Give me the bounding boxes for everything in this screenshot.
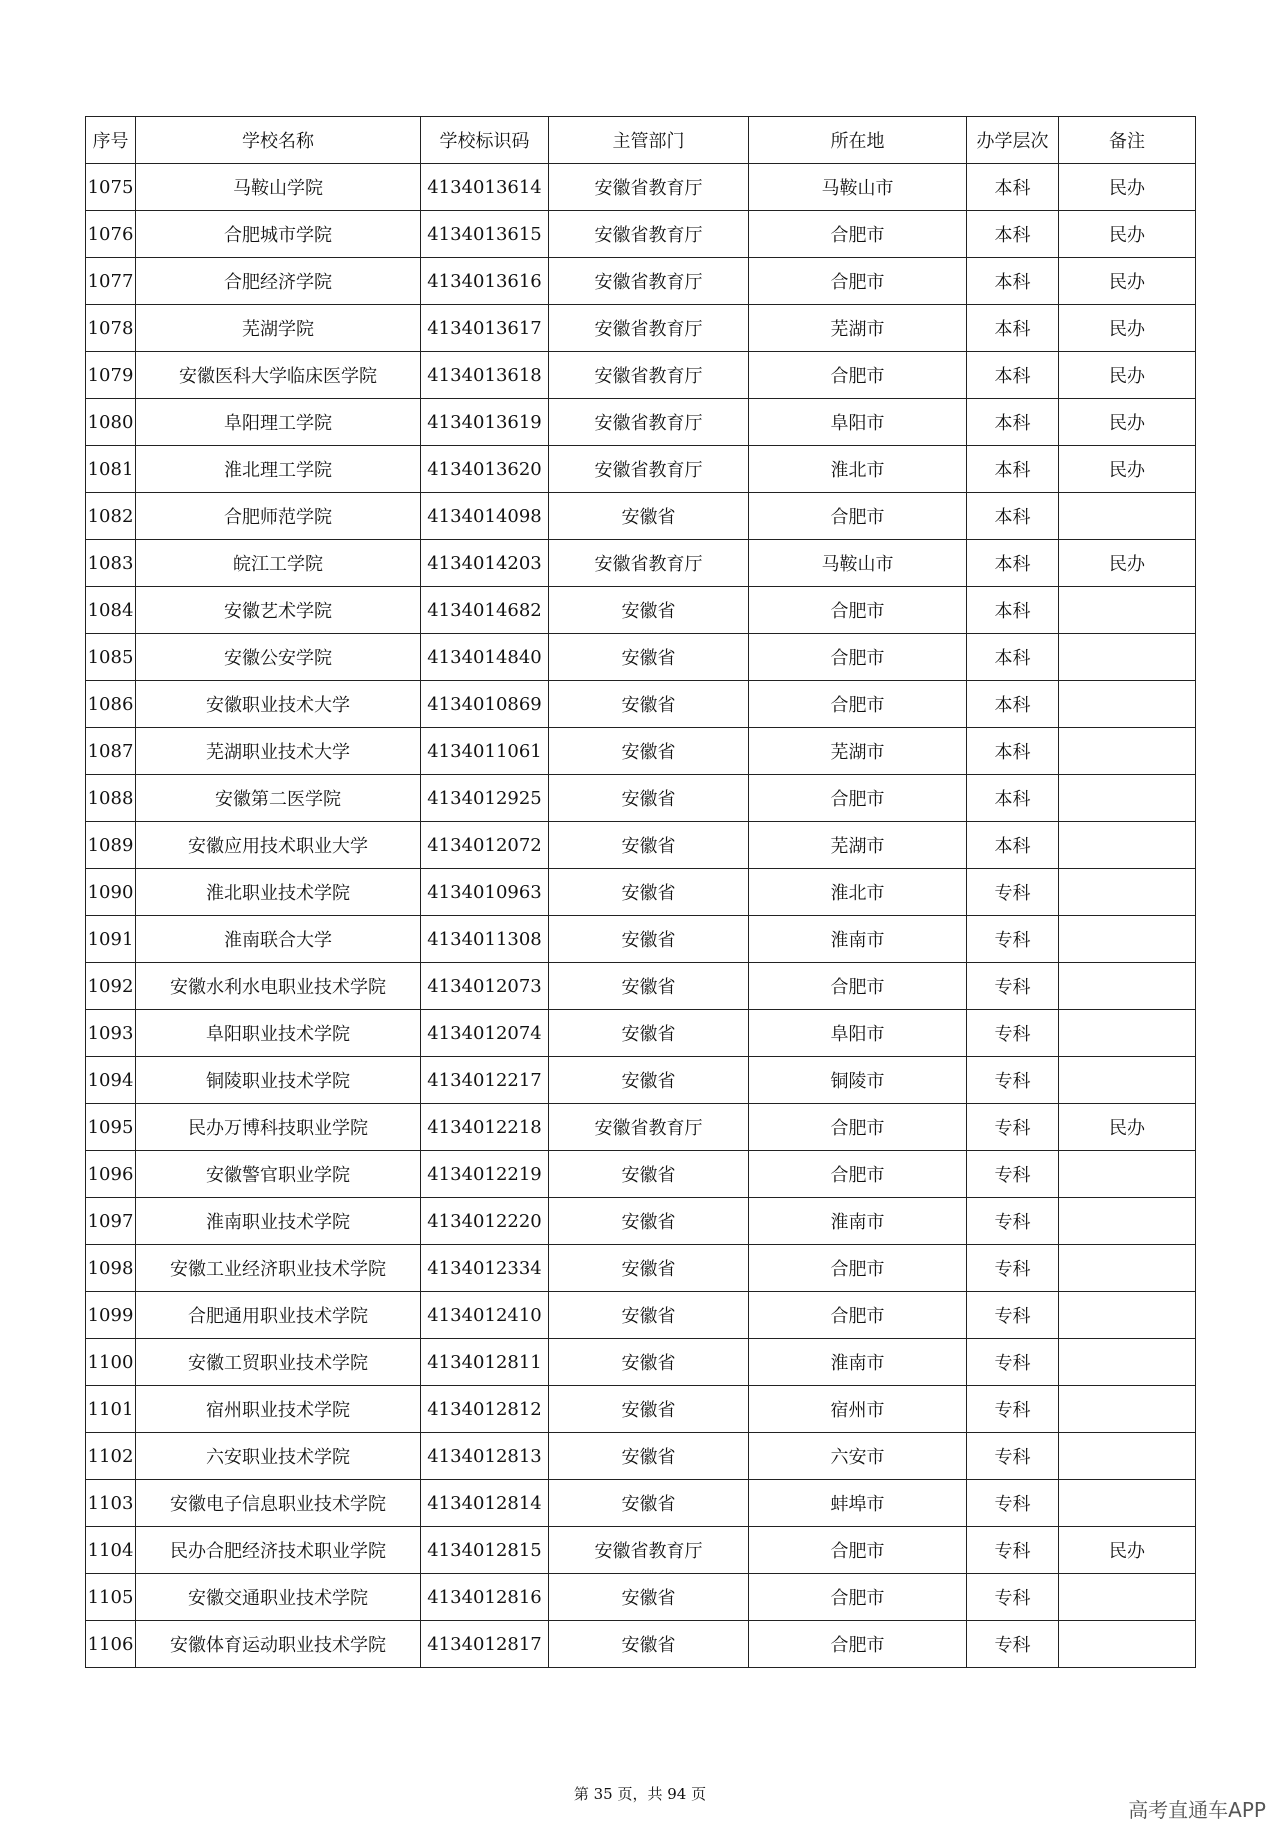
col-school-code-cell: 4134012813 bbox=[421, 1433, 549, 1480]
col-department-cell: 安徽省 bbox=[549, 1057, 749, 1104]
col-index-cell: 1106 bbox=[86, 1621, 136, 1668]
col-level-cell: 专科 bbox=[967, 1386, 1059, 1433]
col-level-cell: 专科 bbox=[967, 1292, 1059, 1339]
col-school-code-cell: 4134012812 bbox=[421, 1386, 549, 1433]
col-school-name-cell: 安徽工业经济职业技术学院 bbox=[136, 1245, 421, 1292]
col-remark-cell bbox=[1059, 869, 1196, 916]
col-school-name-cell: 安徽电子信息职业技术学院 bbox=[136, 1480, 421, 1527]
col-department-cell: 安徽省 bbox=[549, 1621, 749, 1668]
col-school-code-cell: 4134013618 bbox=[421, 352, 549, 399]
col-level-cell: 专科 bbox=[967, 1104, 1059, 1151]
col-department-cell: 安徽省教育厅 bbox=[549, 258, 749, 305]
col-index-cell: 1077 bbox=[86, 258, 136, 305]
col-location-cell: 淮北市 bbox=[749, 869, 967, 916]
col-remark-cell bbox=[1059, 1292, 1196, 1339]
col-school-code-cell: 4134010869 bbox=[421, 681, 549, 728]
col-location-cell: 合肥市 bbox=[749, 1574, 967, 1621]
col-level-cell: 专科 bbox=[967, 1151, 1059, 1198]
col-location-cell: 淮南市 bbox=[749, 916, 967, 963]
col-remark-cell: 民办 bbox=[1059, 305, 1196, 352]
col-level-cell: 本科 bbox=[967, 258, 1059, 305]
col-index-cell: 1080 bbox=[86, 399, 136, 446]
table-row bbox=[86, 211, 1196, 258]
col-index-cell: 1076 bbox=[86, 211, 136, 258]
col-school-code-cell: 4134012220 bbox=[421, 1198, 549, 1245]
col-school-name-cell: 安徽艺术学院 bbox=[136, 587, 421, 634]
col-level-cell: 本科 bbox=[967, 164, 1059, 211]
col-location-cell: 合肥市 bbox=[749, 1245, 967, 1292]
col-department-cell: 安徽省 bbox=[549, 822, 749, 869]
school-list-table bbox=[85, 116, 1196, 1668]
col-index-cell: 1078 bbox=[86, 305, 136, 352]
col-level-cell: 专科 bbox=[967, 1245, 1059, 1292]
header-col-level: 办学层次 bbox=[967, 117, 1059, 164]
header-row bbox=[86, 117, 1196, 164]
col-school-name-cell: 民办万博科技职业学院 bbox=[136, 1104, 421, 1151]
table-row bbox=[86, 1433, 1196, 1480]
col-department-cell: 安徽省 bbox=[549, 1386, 749, 1433]
col-department-cell: 安徽省教育厅 bbox=[549, 1527, 749, 1574]
col-remark-cell bbox=[1059, 728, 1196, 775]
col-location-cell: 阜阳市 bbox=[749, 1010, 967, 1057]
col-school-code-cell: 4134012811 bbox=[421, 1339, 549, 1386]
col-index-cell: 1085 bbox=[86, 634, 136, 681]
col-location-cell: 阜阳市 bbox=[749, 399, 967, 446]
col-school-code-cell: 4134012074 bbox=[421, 1010, 549, 1057]
col-school-code-cell: 4134012817 bbox=[421, 1621, 549, 1668]
col-level-cell: 本科 bbox=[967, 399, 1059, 446]
col-school-name-cell: 合肥师范学院 bbox=[136, 493, 421, 540]
col-school-code-cell: 4134013616 bbox=[421, 258, 549, 305]
col-location-cell: 芜湖市 bbox=[749, 728, 967, 775]
col-level-cell: 本科 bbox=[967, 305, 1059, 352]
col-department-cell: 安徽省 bbox=[549, 728, 749, 775]
table-row bbox=[86, 822, 1196, 869]
col-index-cell: 1081 bbox=[86, 446, 136, 493]
col-index-cell: 1090 bbox=[86, 869, 136, 916]
col-level-cell: 专科 bbox=[967, 869, 1059, 916]
col-school-name-cell: 宿州职业技术学院 bbox=[136, 1386, 421, 1433]
col-remark-cell: 民办 bbox=[1059, 399, 1196, 446]
col-school-name-cell: 皖江工学院 bbox=[136, 540, 421, 587]
col-level-cell: 本科 bbox=[967, 493, 1059, 540]
col-school-code-cell: 4134012816 bbox=[421, 1574, 549, 1621]
col-level-cell: 专科 bbox=[967, 1527, 1059, 1574]
col-index-cell: 1097 bbox=[86, 1198, 136, 1245]
col-school-name-cell: 六安职业技术学院 bbox=[136, 1433, 421, 1480]
col-index-cell: 1099 bbox=[86, 1292, 136, 1339]
col-remark-cell bbox=[1059, 493, 1196, 540]
table-row bbox=[86, 352, 1196, 399]
col-index-cell: 1104 bbox=[86, 1527, 136, 1574]
table-row bbox=[86, 258, 1196, 305]
col-level-cell: 专科 bbox=[967, 1339, 1059, 1386]
col-remark-cell: 民办 bbox=[1059, 164, 1196, 211]
col-school-code-cell: 4134012925 bbox=[421, 775, 549, 822]
table-row bbox=[86, 305, 1196, 352]
col-school-code-cell: 4134012219 bbox=[421, 1151, 549, 1198]
col-school-name-cell: 安徽公安学院 bbox=[136, 634, 421, 681]
col-school-code-cell: 4134012218 bbox=[421, 1104, 549, 1151]
col-location-cell: 合肥市 bbox=[749, 211, 967, 258]
col-school-name-cell: 安徽工贸职业技术学院 bbox=[136, 1339, 421, 1386]
col-department-cell: 安徽省 bbox=[549, 1480, 749, 1527]
col-school-name-cell: 马鞍山学院 bbox=[136, 164, 421, 211]
col-school-code-cell: 4134013617 bbox=[421, 305, 549, 352]
header-col-location: 所在地 bbox=[749, 117, 967, 164]
col-remark-cell: 民办 bbox=[1059, 352, 1196, 399]
col-school-name-cell: 合肥经济学院 bbox=[136, 258, 421, 305]
col-level-cell: 专科 bbox=[967, 1480, 1059, 1527]
col-school-code-cell: 4134013614 bbox=[421, 164, 549, 211]
col-index-cell: 1092 bbox=[86, 963, 136, 1010]
col-level-cell: 本科 bbox=[967, 775, 1059, 822]
table-row bbox=[86, 493, 1196, 540]
col-department-cell: 安徽省 bbox=[549, 775, 749, 822]
col-department-cell: 安徽省 bbox=[549, 681, 749, 728]
col-department-cell: 安徽省 bbox=[549, 1433, 749, 1480]
col-level-cell: 本科 bbox=[967, 540, 1059, 587]
col-school-code-cell: 4134012814 bbox=[421, 1480, 549, 1527]
col-remark-cell bbox=[1059, 634, 1196, 681]
col-index-cell: 1075 bbox=[86, 164, 136, 211]
col-level-cell: 专科 bbox=[967, 916, 1059, 963]
col-remark-cell: 民办 bbox=[1059, 1104, 1196, 1151]
header-col-index: 序号 bbox=[86, 117, 136, 164]
col-school-code-cell: 4134013620 bbox=[421, 446, 549, 493]
col-remark-cell bbox=[1059, 1386, 1196, 1433]
col-location-cell: 蚌埠市 bbox=[749, 1480, 967, 1527]
header-col-school-code: 学校标识码 bbox=[421, 117, 549, 164]
col-remark-cell bbox=[1059, 1339, 1196, 1386]
col-level-cell: 本科 bbox=[967, 587, 1059, 634]
col-school-code-cell: 4134013619 bbox=[421, 399, 549, 446]
table-row bbox=[86, 1245, 1196, 1292]
col-remark-cell bbox=[1059, 963, 1196, 1010]
col-index-cell: 1100 bbox=[86, 1339, 136, 1386]
col-department-cell: 安徽省教育厅 bbox=[549, 164, 749, 211]
col-location-cell: 合肥市 bbox=[749, 352, 967, 399]
col-remark-cell bbox=[1059, 1245, 1196, 1292]
table-row bbox=[86, 1621, 1196, 1668]
col-index-cell: 1101 bbox=[86, 1386, 136, 1433]
col-level-cell: 专科 bbox=[967, 1198, 1059, 1245]
col-school-name-cell: 淮北职业技术学院 bbox=[136, 869, 421, 916]
table-row bbox=[86, 1386, 1196, 1433]
col-location-cell: 马鞍山市 bbox=[749, 164, 967, 211]
col-remark-cell: 民办 bbox=[1059, 1527, 1196, 1574]
col-index-cell: 1091 bbox=[86, 916, 136, 963]
col-location-cell: 合肥市 bbox=[749, 963, 967, 1010]
table-row bbox=[86, 446, 1196, 493]
table-row bbox=[86, 399, 1196, 446]
col-school-code-cell: 4134012073 bbox=[421, 963, 549, 1010]
table-row bbox=[86, 1574, 1196, 1621]
col-department-cell: 安徽省教育厅 bbox=[549, 352, 749, 399]
col-school-name-cell: 安徽医科大学临床医学院 bbox=[136, 352, 421, 399]
col-index-cell: 1093 bbox=[86, 1010, 136, 1057]
col-location-cell: 合肥市 bbox=[749, 775, 967, 822]
col-department-cell: 安徽省 bbox=[549, 1245, 749, 1292]
col-department-cell: 安徽省 bbox=[549, 1339, 749, 1386]
col-index-cell: 1105 bbox=[86, 1574, 136, 1621]
col-remark-cell bbox=[1059, 1433, 1196, 1480]
table-row bbox=[86, 1010, 1196, 1057]
col-school-code-cell: 4134013615 bbox=[421, 211, 549, 258]
col-department-cell: 安徽省 bbox=[549, 916, 749, 963]
col-level-cell: 专科 bbox=[967, 1433, 1059, 1480]
col-school-name-cell: 芜湖职业技术大学 bbox=[136, 728, 421, 775]
col-level-cell: 本科 bbox=[967, 211, 1059, 258]
col-location-cell: 芜湖市 bbox=[749, 305, 967, 352]
col-department-cell: 安徽省 bbox=[549, 1574, 749, 1621]
col-school-name-cell: 安徽应用技术职业大学 bbox=[136, 822, 421, 869]
col-location-cell: 合肥市 bbox=[749, 634, 967, 681]
col-school-name-cell: 铜陵职业技术学院 bbox=[136, 1057, 421, 1104]
table-row bbox=[86, 916, 1196, 963]
col-location-cell: 淮南市 bbox=[749, 1339, 967, 1386]
col-school-name-cell: 合肥通用职业技术学院 bbox=[136, 1292, 421, 1339]
col-school-code-cell: 4134011308 bbox=[421, 916, 549, 963]
col-location-cell: 淮南市 bbox=[749, 1198, 967, 1245]
col-level-cell: 本科 bbox=[967, 352, 1059, 399]
col-level-cell: 专科 bbox=[967, 963, 1059, 1010]
table-row bbox=[86, 775, 1196, 822]
col-school-code-cell: 4134012072 bbox=[421, 822, 549, 869]
col-level-cell: 本科 bbox=[967, 681, 1059, 728]
table-row bbox=[86, 1151, 1196, 1198]
watermark-text: 高考直通车APP bbox=[1128, 1798, 1266, 1822]
col-location-cell: 铜陵市 bbox=[749, 1057, 967, 1104]
col-school-code-cell: 4134012410 bbox=[421, 1292, 549, 1339]
col-remark-cell bbox=[1059, 681, 1196, 728]
col-school-code-cell: 4134014840 bbox=[421, 634, 549, 681]
col-department-cell: 安徽省教育厅 bbox=[549, 305, 749, 352]
col-level-cell: 专科 bbox=[967, 1057, 1059, 1104]
col-index-cell: 1083 bbox=[86, 540, 136, 587]
col-school-name-cell: 淮南联合大学 bbox=[136, 916, 421, 963]
col-index-cell: 1103 bbox=[86, 1480, 136, 1527]
col-location-cell: 宿州市 bbox=[749, 1386, 967, 1433]
col-remark-cell bbox=[1059, 1621, 1196, 1668]
col-remark-cell bbox=[1059, 1480, 1196, 1527]
col-department-cell: 安徽省教育厅 bbox=[549, 540, 749, 587]
col-school-name-cell: 民办合肥经济技术职业学院 bbox=[136, 1527, 421, 1574]
table-header bbox=[86, 117, 1196, 164]
col-location-cell: 合肥市 bbox=[749, 587, 967, 634]
table-row bbox=[86, 1339, 1196, 1386]
col-school-code-cell: 4134012815 bbox=[421, 1527, 549, 1574]
col-level-cell: 本科 bbox=[967, 822, 1059, 869]
header-col-remark: 备注 bbox=[1059, 117, 1196, 164]
col-school-name-cell: 安徽职业技术大学 bbox=[136, 681, 421, 728]
col-school-name-cell: 淮北理工学院 bbox=[136, 446, 421, 493]
col-index-cell: 1089 bbox=[86, 822, 136, 869]
col-index-cell: 1088 bbox=[86, 775, 136, 822]
col-index-cell: 1098 bbox=[86, 1245, 136, 1292]
col-school-name-cell: 安徽警官职业学院 bbox=[136, 1151, 421, 1198]
col-department-cell: 安徽省 bbox=[549, 869, 749, 916]
col-remark-cell: 民办 bbox=[1059, 446, 1196, 493]
col-school-name-cell: 合肥城市学院 bbox=[136, 211, 421, 258]
col-school-name-cell: 芜湖学院 bbox=[136, 305, 421, 352]
col-index-cell: 1102 bbox=[86, 1433, 136, 1480]
col-school-name-cell: 安徽体育运动职业技术学院 bbox=[136, 1621, 421, 1668]
col-remark-cell: 民办 bbox=[1059, 211, 1196, 258]
col-remark-cell bbox=[1059, 587, 1196, 634]
table-row bbox=[86, 1292, 1196, 1339]
col-location-cell: 合肥市 bbox=[749, 258, 967, 305]
col-level-cell: 专科 bbox=[967, 1010, 1059, 1057]
col-department-cell: 安徽省 bbox=[549, 1010, 749, 1057]
header-col-school-name: 学校名称 bbox=[136, 117, 421, 164]
table-row bbox=[86, 1480, 1196, 1527]
table-row bbox=[86, 634, 1196, 681]
col-department-cell: 安徽省 bbox=[549, 963, 749, 1010]
table-row bbox=[86, 963, 1196, 1010]
col-location-cell: 合肥市 bbox=[749, 493, 967, 540]
col-department-cell: 安徽省 bbox=[549, 634, 749, 681]
header-col-department: 主管部门 bbox=[549, 117, 749, 164]
col-remark-cell: 民办 bbox=[1059, 540, 1196, 587]
col-index-cell: 1079 bbox=[86, 352, 136, 399]
col-department-cell: 安徽省教育厅 bbox=[549, 446, 749, 493]
table-row bbox=[86, 1057, 1196, 1104]
table-row bbox=[86, 1527, 1196, 1574]
col-school-name-cell: 阜阳理工学院 bbox=[136, 399, 421, 446]
col-location-cell: 合肥市 bbox=[749, 1527, 967, 1574]
col-remark-cell bbox=[1059, 1057, 1196, 1104]
col-school-code-cell: 4134014203 bbox=[421, 540, 549, 587]
col-school-code-cell: 4134011061 bbox=[421, 728, 549, 775]
table-row bbox=[86, 587, 1196, 634]
col-department-cell: 安徽省 bbox=[549, 493, 749, 540]
col-index-cell: 1096 bbox=[86, 1151, 136, 1198]
col-level-cell: 本科 bbox=[967, 728, 1059, 775]
col-department-cell: 安徽省 bbox=[549, 587, 749, 634]
table-body bbox=[86, 164, 1196, 1668]
table-row bbox=[86, 869, 1196, 916]
col-school-code-cell: 4134012334 bbox=[421, 1245, 549, 1292]
col-location-cell: 六安市 bbox=[749, 1433, 967, 1480]
col-location-cell: 合肥市 bbox=[749, 1292, 967, 1339]
table-row bbox=[86, 540, 1196, 587]
col-remark-cell bbox=[1059, 1198, 1196, 1245]
col-department-cell: 安徽省 bbox=[549, 1198, 749, 1245]
col-location-cell: 合肥市 bbox=[749, 1151, 967, 1198]
col-remark-cell bbox=[1059, 1010, 1196, 1057]
col-school-name-cell: 安徽第二医学院 bbox=[136, 775, 421, 822]
page-number: 第 35 页，共 94 页 bbox=[573, 1785, 707, 1803]
col-index-cell: 1084 bbox=[86, 587, 136, 634]
col-index-cell: 1082 bbox=[86, 493, 136, 540]
col-level-cell: 本科 bbox=[967, 634, 1059, 681]
col-index-cell: 1094 bbox=[86, 1057, 136, 1104]
col-location-cell: 芜湖市 bbox=[749, 822, 967, 869]
table-row bbox=[86, 728, 1196, 775]
col-department-cell: 安徽省教育厅 bbox=[549, 211, 749, 258]
col-department-cell: 安徽省 bbox=[549, 1292, 749, 1339]
col-location-cell: 马鞍山市 bbox=[749, 540, 967, 587]
col-remark-cell bbox=[1059, 822, 1196, 869]
col-location-cell: 合肥市 bbox=[749, 1621, 967, 1668]
col-school-name-cell: 淮南职业技术学院 bbox=[136, 1198, 421, 1245]
col-remark-cell bbox=[1059, 1151, 1196, 1198]
table-row bbox=[86, 1104, 1196, 1151]
col-level-cell: 专科 bbox=[967, 1574, 1059, 1621]
col-index-cell: 1087 bbox=[86, 728, 136, 775]
col-location-cell: 淮北市 bbox=[749, 446, 967, 493]
col-level-cell: 本科 bbox=[967, 446, 1059, 493]
col-index-cell: 1086 bbox=[86, 681, 136, 728]
col-location-cell: 合肥市 bbox=[749, 681, 967, 728]
col-remark-cell bbox=[1059, 916, 1196, 963]
col-remark-cell bbox=[1059, 775, 1196, 822]
col-index-cell: 1095 bbox=[86, 1104, 136, 1151]
table-row bbox=[86, 681, 1196, 728]
col-department-cell: 安徽省教育厅 bbox=[549, 399, 749, 446]
col-department-cell: 安徽省教育厅 bbox=[549, 1104, 749, 1151]
col-department-cell: 安徽省 bbox=[549, 1151, 749, 1198]
col-remark-cell: 民办 bbox=[1059, 258, 1196, 305]
col-level-cell: 专科 bbox=[967, 1621, 1059, 1668]
col-school-code-cell: 4134010963 bbox=[421, 869, 549, 916]
col-school-code-cell: 4134012217 bbox=[421, 1057, 549, 1104]
table-row bbox=[86, 164, 1196, 211]
col-school-name-cell: 阜阳职业技术学院 bbox=[136, 1010, 421, 1057]
table-row bbox=[86, 1198, 1196, 1245]
col-school-name-cell: 安徽水利水电职业技术学院 bbox=[136, 963, 421, 1010]
col-school-code-cell: 4134014098 bbox=[421, 493, 549, 540]
col-school-name-cell: 安徽交通职业技术学院 bbox=[136, 1574, 421, 1621]
col-school-code-cell: 4134014682 bbox=[421, 587, 549, 634]
col-remark-cell bbox=[1059, 1574, 1196, 1621]
col-location-cell: 合肥市 bbox=[749, 1104, 967, 1151]
